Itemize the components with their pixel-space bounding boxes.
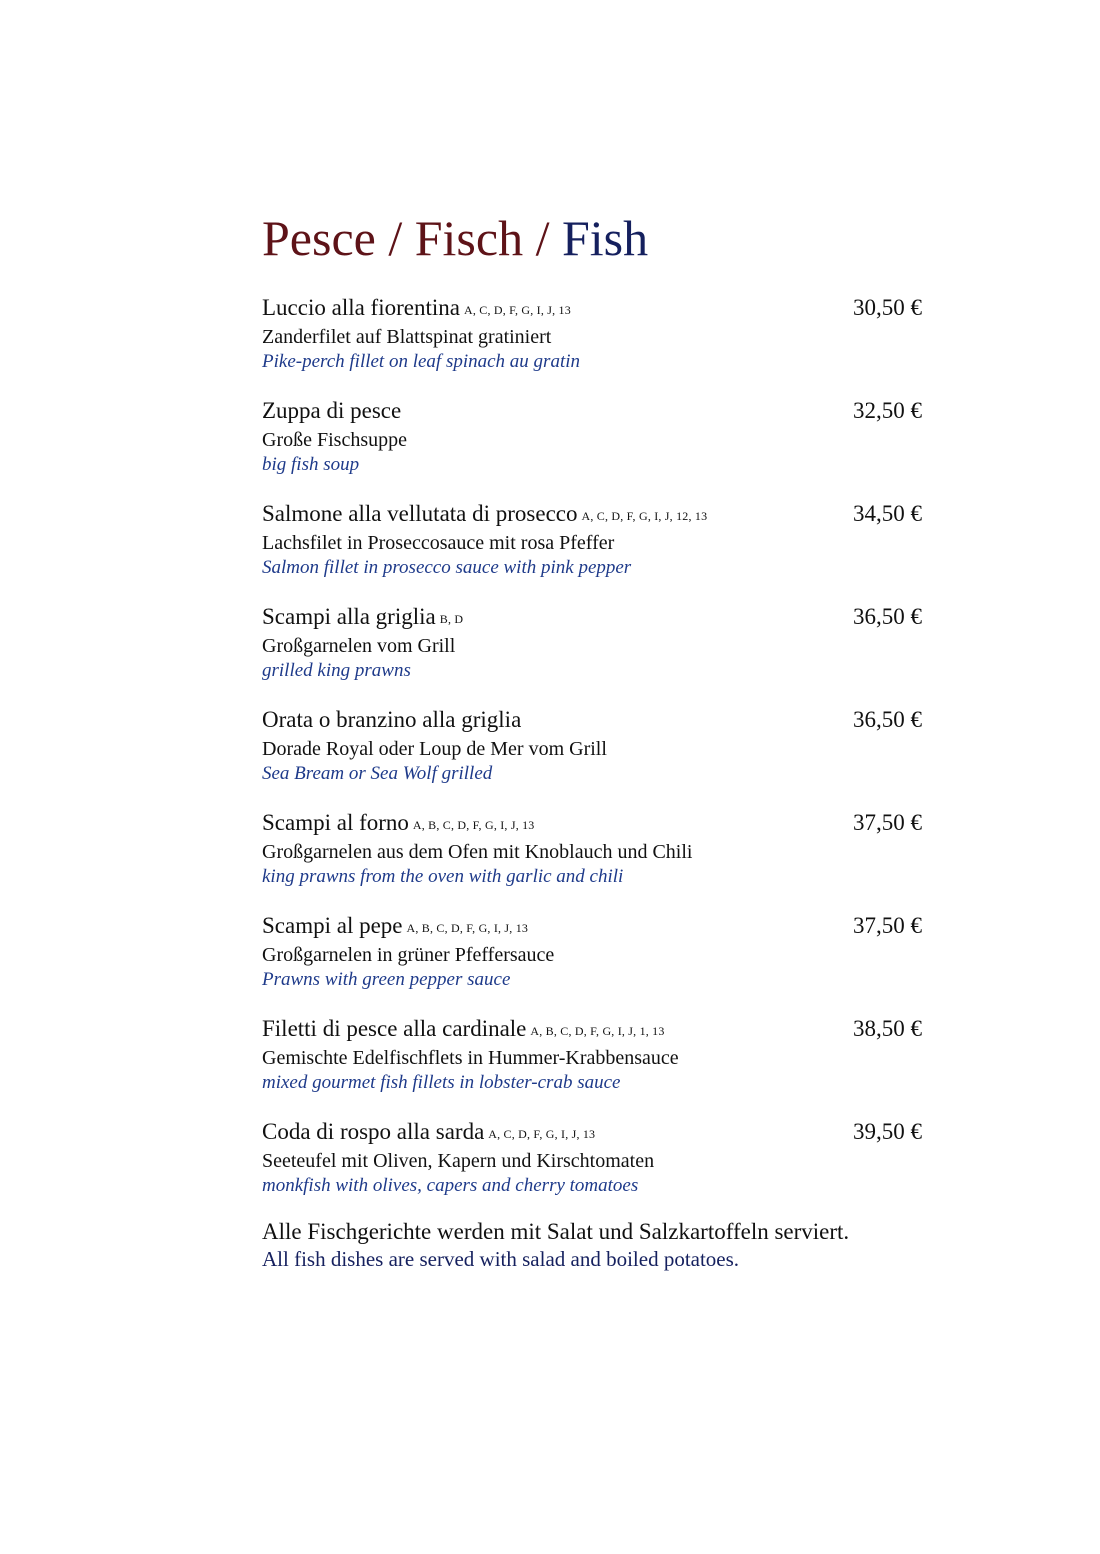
side-dish-note-german: Alle Fischgerichte werden mit Salat und Salzkartoffeln serviert. — [262, 1219, 850, 1244]
dish-allergens: A, C, D, F, G, I, J, 13 — [463, 303, 571, 317]
side-dish-note-english: All fish dishes are served with salad and boiled potatoes. — [262, 1247, 740, 1271]
dish-description-german: Gemischte Edelfischflets in Hummer-Krabbensauce — [262, 1047, 679, 1069]
menu-title-english: Fish — [561, 210, 649, 266]
dish-price: 36,50 € — [853, 604, 922, 629]
menu-page — [262, 206, 942, 1273]
dish-description-english: big fish soup — [262, 454, 360, 475]
menu-title — [262, 206, 942, 270]
dish-item — [262, 1015, 942, 1118]
dish-name-line — [262, 809, 942, 839]
dish-allergens: A, B, C, D, F, G, I, J, 13 — [406, 921, 529, 935]
dish-name: Salmone alla vellutata di prosecco — [262, 501, 578, 526]
dish-description-german: Großgarnelen in grüner Pfeffersauce — [262, 944, 555, 966]
dish-price: 37,50 € — [853, 913, 922, 938]
dish-allergens: A, C, D, F, G, I, J, 12, 13 — [581, 509, 708, 523]
dish-allergens: A, B, C, D, F, G, I, J, 1, 13 — [530, 1024, 665, 1038]
dish-name-line — [262, 397, 942, 427]
dish-name: Coda di rospo alla sarda — [262, 1119, 485, 1144]
dish-price: 30,50 € — [853, 295, 922, 320]
dish-name: Filetti di pesce alla cardinale — [262, 1016, 527, 1041]
dish-name-line — [262, 1015, 942, 1045]
dish-name-line — [262, 603, 942, 633]
dish-name-line — [262, 912, 942, 942]
dish-description-english: monkfish with olives, capers and cherry tomatoes — [262, 1175, 639, 1196]
dish-name: Scampi al pepe — [262, 913, 403, 938]
dish-allergens: B, D — [439, 612, 464, 626]
dish-description-german: Seeteufel mit Oliven, Kapern und Kirschtomaten — [262, 1150, 655, 1172]
dish-description-german: Lachsfilet in Proseccosauce mit rosa Pfeffer — [262, 532, 615, 554]
dish-name: Scampi alla griglia — [262, 604, 436, 629]
dish-description-english: Pike-perch fillet on leaf spinach au gratin — [262, 351, 581, 372]
dish-name: Zuppa di pesce — [262, 398, 402, 423]
dish-description-english: mixed gourmet fish fillets in lobster-crab sauce — [262, 1072, 621, 1093]
dish-price: 39,50 € — [853, 1119, 922, 1144]
dish-description-english: Prawns with green pepper sauce — [262, 969, 511, 990]
dish-description-english: king prawns from the oven with garlic and chili — [262, 866, 624, 887]
dish-description-german: Dorade Royal oder Loup de Mer vom Grill — [262, 738, 607, 760]
dish-description-english: Sea Bream or Sea Wolf grilled — [262, 763, 493, 784]
dish-description-german: Große Fischsuppe — [262, 429, 407, 451]
dish-price: 32,50 € — [853, 398, 922, 423]
dish-item — [262, 1118, 942, 1221]
dish-item — [262, 912, 942, 1015]
dish-price: 36,50 € — [853, 707, 922, 732]
dish-description-german: Großgarnelen vom Grill — [262, 635, 456, 657]
dish-price: 38,50 € — [853, 1016, 922, 1041]
dish-item — [262, 809, 942, 912]
dish-item — [262, 397, 942, 500]
dish-description-german: Großgarnelen aus dem Ofen mit Knoblauch und Chili — [262, 841, 693, 863]
dish-name-line — [262, 294, 942, 324]
dish-list — [262, 294, 942, 1221]
dish-item — [262, 500, 942, 603]
dish-description-english: Salmon fillet in prosecco sauce with pink pepper — [262, 557, 632, 578]
dish-price: 37,50 € — [853, 810, 922, 835]
dish-allergens: A, B, C, D, F, G, I, J, 13 — [412, 818, 535, 832]
dish-name: Scampi al forno — [262, 810, 409, 835]
dish-name-line — [262, 1118, 942, 1148]
dish-name-line — [262, 706, 942, 736]
menu-title-italian-german: Pesce / Fisch / — [262, 210, 550, 266]
dish-price: 34,50 € — [853, 501, 922, 526]
dish-name: Luccio alla fiorentina — [262, 295, 460, 320]
dish-item — [262, 603, 942, 706]
dish-item — [262, 294, 942, 397]
dish-name: Orata o branzino alla griglia — [262, 707, 522, 732]
side-dish-note — [262, 1218, 942, 1273]
dish-allergens: A, C, D, F, G, I, J, 13 — [488, 1127, 596, 1141]
dish-name-line — [262, 500, 942, 530]
dish-description-english: grilled king prawns — [262, 660, 411, 681]
dish-item — [262, 706, 942, 809]
dish-description-german: Zanderfilet auf Blattspinat gratiniert — [262, 326, 552, 348]
